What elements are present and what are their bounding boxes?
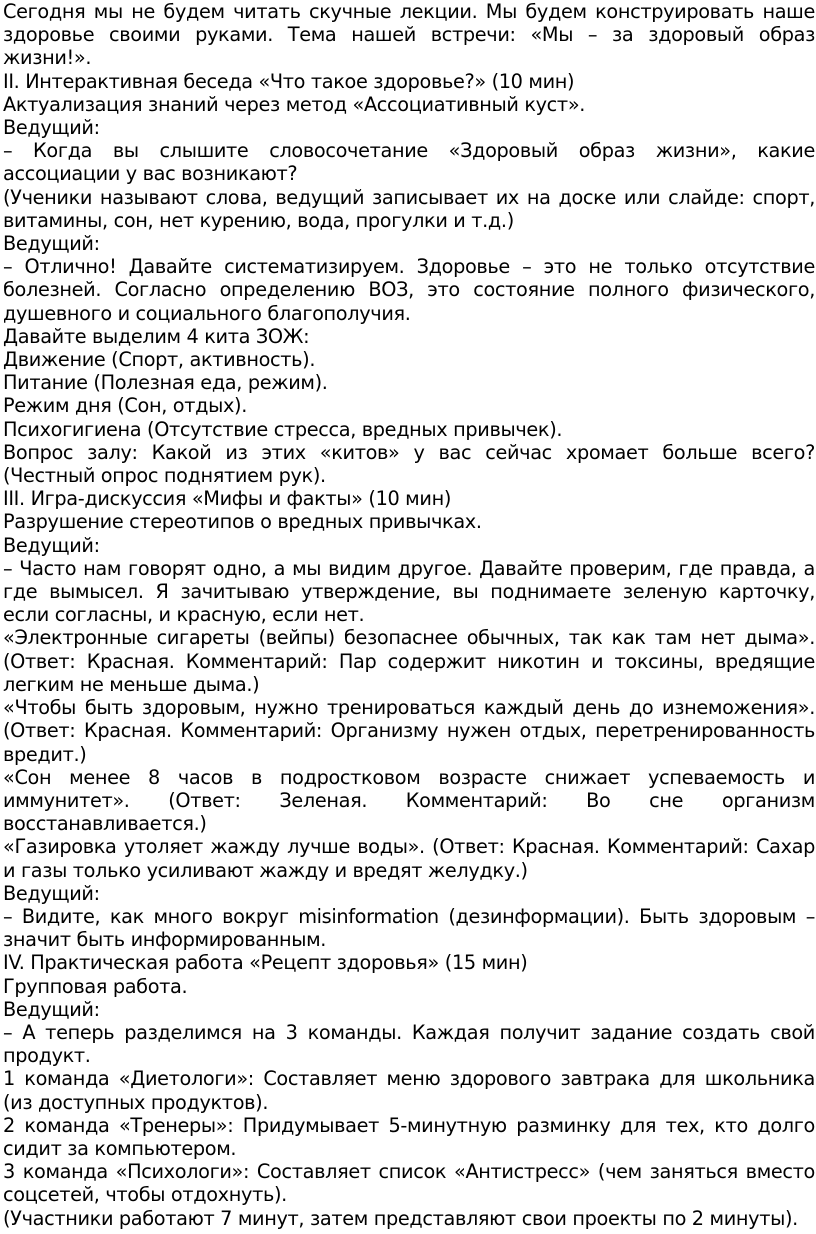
list-item: Питание (Полезная еда, режим). — [3, 371, 328, 395]
speaker-line: – Видите, как много вокруг misinformation (дезинформации). Быть здоровым – значит быть информированным. — [3, 904, 815, 952]
speaker-label: Ведущий: — [3, 533, 100, 557]
myth-statement: «Газировка утоляет жажду лучше воды». (Ответ: Красная. Комментарий: Сахар и газы только усиливают жажду и вредят желудку.) — [3, 835, 815, 882]
section-heading-2: II. Интерактивная беседа «Что такое здоровье?» (10 мин) — [3, 69, 575, 93]
stage-direction: (Ученики называют слова, ведущий записывает их на доске или слайде: спорт, витамины, сон, нет курению, вода, прогулки и т.д.) — [3, 185, 815, 232]
paragraph: Вопрос залу: Какой из этих «китов» у вас сейчас хромает больше всего? (Честный опрос поднятием рук). — [3, 440, 815, 488]
speaker-label: Ведущий: — [3, 997, 100, 1021]
speaker-line: – Отлично! Давайте систематизируем. Здоровье – это не только отсутствие болезней. Согласно определению ВОЗ, это состояние полного физического, душевного и социального благополучия. — [3, 255, 815, 325]
myth-statement: «Чтобы быть здоровым, нужно тренироваться каждый день до изнеможения». (Ответ: Красная. Комментарий: Организму нужен отдых, перетренированность вредит.) — [3, 696, 815, 766]
stage-direction: (Участники работают 7 минут, затем представляют свои проекты по 2 минуты). — [3, 1206, 798, 1230]
team-task: 1 команда «Диетологи»: Составляет меню здорового завтрака для школьника (из доступных продуктов). — [3, 1067, 815, 1114]
section-heading-3: III. Игра-дискуссия «Мифы и факты» (10 мин) — [3, 487, 451, 511]
list-item: Психогигиена (Отсутствие стресса, вредных привычек). — [3, 417, 563, 441]
section-heading-4: IV. Практическая работа «Рецепт здоровья» (15 мин) — [3, 951, 528, 975]
paragraph: Давайте выделим 4 кита ЗОЖ: — [3, 324, 310, 348]
speaker-label: Ведущий: — [3, 116, 100, 140]
speaker-line: – Часто нам говорят одно, а мы видим другое. Давайте проверим, где правда, а где вымысел. Я зачитываю утверждение, вы поднимаете зеленую карточку, если согласны, и красную, если нет. — [3, 556, 815, 627]
speaker-line: – Когда вы слышите словосочетание «Здоровый образ жизни», какие ассоциации у вас возникают? — [3, 139, 815, 186]
myth-statement: «Сон менее 8 часов в подростковом возрасте снижает успеваемость и иммунитет». (Ответ: Зеленая. Комментарий: Во сне организм восстанавливается.) — [3, 765, 815, 836]
speaker-line: – А теперь разделимся на 3 команды. Каждая получит задание создать свой продукт. — [3, 1020, 815, 1068]
paragraph: Актуализация знаний через метод «Ассоциативный куст». — [3, 92, 586, 116]
team-task: 2 команда «Тренеры»: Придумывает 5-минутную разминку для тех, кто долго сидит за компьютером. — [3, 1113, 815, 1160]
speaker-label: Ведущий: — [3, 232, 100, 256]
list-item: Режим дня (Сон, отдых). — [3, 394, 247, 418]
myth-statement: «Электронные сигареты (вейпы) безопаснее обычных, так как там нет дыма». (Ответ: Красная. Комментарий: Пар содержит никотин и токсины, вредящие легким не меньше дыма.) — [3, 626, 815, 696]
paragraph: Разрушение стереотипов о вредных привычках. — [3, 510, 482, 534]
paragraph: Групповая работа. — [3, 974, 188, 998]
list-item: Движение (Спорт, активность). — [3, 348, 316, 372]
team-task: 3 команда «Психологи»: Составляет список «Антистресс» (чем заняться вместо соцсетей, чтобы отдохнуть). — [3, 1160, 815, 1207]
speaker-label: Ведущий: — [3, 881, 100, 905]
intro-paragraph: Сегодня мы не будем читать скучные лекции. Мы будем конструировать наше здоровье своими руками. Тема нашей встречи: «Мы – за здоровый образ жизни!». — [3, 0, 815, 70]
document-page — [3, 0, 815, 1230]
